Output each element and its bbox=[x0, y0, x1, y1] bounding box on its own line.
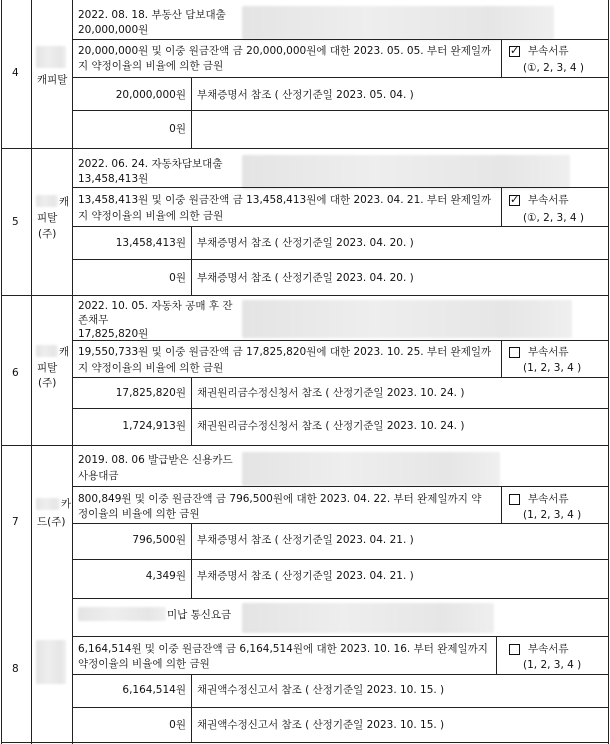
claim-basis-line: 지 약정이율의 비율에 의한 금원 bbox=[78, 210, 224, 222]
attachment-checkbox[interactable] bbox=[509, 644, 520, 655]
entry-number: 6 bbox=[12, 367, 19, 379]
attachment-items: (①, 2, 3, 4 ) bbox=[523, 62, 585, 74]
claim-description: 미납 통신요금 bbox=[167, 609, 232, 621]
cell-divider bbox=[72, 77, 609, 78]
cell-divider bbox=[72, 674, 609, 675]
cell-divider bbox=[72, 559, 609, 560]
claim-description: 2022. 06. 24. 자동차담보대출 bbox=[78, 158, 223, 170]
claim-description: 2019. 08. 06 발급받은 신용카드 bbox=[78, 454, 233, 466]
attachment-label: 부속서류 bbox=[528, 45, 569, 57]
interest-reference: 부채증명서 참조 ( 산정기준일 2023. 04. 21. ) bbox=[197, 570, 414, 582]
creditor-name: 캐피탈 bbox=[37, 74, 68, 86]
claim-basis-line: 약정이율의 비율에 의한 금원 bbox=[78, 658, 210, 670]
claim-basis-line: 20,000,000원 및 이중 원금잔액 금 20,000,000원에 대한 2023. 05. 05. 부터 완제일까 bbox=[78, 45, 492, 57]
attachment-items: (1, 2, 3, 4 ) bbox=[523, 509, 582, 521]
cell-divider bbox=[72, 377, 609, 378]
redacted-text bbox=[78, 607, 166, 621]
creditor-name: 드(주) bbox=[37, 516, 66, 528]
cell-divider bbox=[72, 486, 609, 487]
creditor-name: (주) bbox=[38, 228, 57, 240]
claim-principal: 20,000,000원 bbox=[78, 24, 149, 36]
cell-divider bbox=[72, 187, 609, 188]
cell-divider bbox=[191, 523, 192, 598]
claim-principal: 13,458,413원 bbox=[78, 173, 149, 185]
attachment-label: 부속서류 bbox=[528, 346, 569, 358]
claim-basis-line: 지 약정이율의 비율에 의한 금원 bbox=[78, 362, 224, 374]
entry-number: 4 bbox=[12, 67, 19, 79]
entry-number: 8 bbox=[12, 663, 19, 675]
cell-divider bbox=[496, 636, 497, 674]
attachment-checkbox[interactable] bbox=[509, 46, 520, 57]
redacted-name bbox=[36, 46, 66, 68]
entry-number: 5 bbox=[12, 216, 19, 228]
row-separator bbox=[1, 148, 609, 149]
claim-description: 사용대금 bbox=[78, 470, 119, 482]
principal-amount: 17,825,820원 bbox=[115, 387, 186, 399]
principal-amount: 13,458,413원 bbox=[115, 237, 186, 249]
cell-divider bbox=[72, 523, 609, 524]
cell-divider bbox=[501, 187, 502, 226]
creditor-name: 피탈 bbox=[37, 212, 58, 224]
redacted-name bbox=[36, 498, 60, 510]
redacted-text bbox=[242, 6, 554, 40]
redacted-text bbox=[242, 452, 500, 486]
cell-divider bbox=[191, 226, 192, 295]
attachment-checkbox[interactable] bbox=[509, 347, 520, 358]
principal-reference: 부채증명서 참조 ( 산정기준일 2023. 04. 21. ) bbox=[197, 534, 414, 546]
attachment-label: 부속서류 bbox=[528, 643, 569, 655]
interest-amount: 0원 bbox=[169, 719, 186, 731]
principal-amount: 796,500원 bbox=[132, 534, 186, 546]
interest-amount: 4,349원 bbox=[145, 570, 186, 582]
attachment-checkbox[interactable] bbox=[509, 494, 520, 505]
claim-basis-line: 지 약정이율의 비율에 의한 금원 bbox=[78, 60, 224, 72]
table-bottom-border bbox=[1, 742, 609, 743]
cell-divider bbox=[501, 486, 502, 523]
principal-reference: 부채증명서 참조 ( 산정기준일 2023. 04. 20. ) bbox=[197, 237, 414, 249]
redacted-text bbox=[242, 300, 572, 338]
redacted-name bbox=[36, 345, 58, 357]
attachment-items: (1, 2, 3, 4 ) bbox=[523, 362, 582, 374]
principal-reference: 부채증명서 참조 ( 산정기준일 2023. 05. 04. ) bbox=[197, 89, 414, 101]
claim-description: 존채무 bbox=[78, 314, 109, 326]
row-separator bbox=[1, 295, 609, 296]
claim-description: 2022. 10. 05. 자동차 공매 후 잔 bbox=[78, 300, 233, 312]
cell-divider bbox=[72, 340, 609, 341]
creditor-name: 캐 bbox=[59, 346, 70, 358]
redacted-name bbox=[36, 640, 66, 684]
cell-divider bbox=[191, 377, 192, 445]
cell-divider bbox=[72, 259, 609, 260]
creditor-name: 카 bbox=[61, 498, 72, 510]
cell-divider bbox=[72, 707, 609, 708]
cell-divider bbox=[501, 340, 502, 377]
cell-divider bbox=[72, 408, 609, 409]
table-left-border bbox=[1, 0, 2, 744]
claim-description: 2022. 08. 18. 부동산 담보대출 bbox=[78, 9, 226, 21]
row-separator bbox=[72, 598, 609, 599]
attachment-items: (1, 2, 3, 4 ) bbox=[523, 659, 582, 671]
redacted-text bbox=[242, 603, 494, 633]
interest-amount: 1,724,913원 bbox=[122, 420, 186, 432]
interest-reference: 채권원리금수정신청서 참조 ( 산정기준일 2023. 10. 24. ) bbox=[197, 420, 465, 432]
cell-divider bbox=[501, 39, 502, 77]
cell-divider bbox=[72, 226, 609, 227]
claim-basis-line: 19,550,733원 및 이중 원금잔액 금 17,825,820원에 대한 2023. 10. 25. 부터 완제일까 bbox=[78, 346, 492, 358]
creditor-name: 피탈 bbox=[37, 362, 58, 374]
principal-reference: 채권액수정신고서 참조 ( 산정기준일 2023. 10. 15. ) bbox=[197, 684, 445, 696]
interest-amount: 0원 bbox=[169, 272, 186, 284]
claim-principal: 17,825,820원 bbox=[78, 328, 149, 340]
interest-reference: 부채증명서 참조 ( 산정기준일 2023. 04. 20. ) bbox=[197, 272, 414, 284]
claim-basis-line: 정이율의 비율에 의한 금원 bbox=[78, 508, 200, 520]
attachment-items: (①, 2, 3, 4 ) bbox=[523, 212, 585, 224]
no-column-divider bbox=[31, 0, 32, 744]
creditor-column-divider bbox=[72, 0, 73, 744]
attachment-checkbox[interactable] bbox=[509, 195, 520, 206]
attachment-label: 부속서류 bbox=[528, 493, 569, 505]
cell-divider bbox=[191, 77, 192, 148]
claim-basis-line: 6,164,514원 및 이중 원금잔액 금 6,164,514원에 대한 2023. 10. 16. 부터 완제일까지 bbox=[78, 643, 488, 655]
redacted-name bbox=[36, 195, 58, 207]
principal-amount: 20,000,000원 bbox=[115, 89, 186, 101]
cell-divider bbox=[191, 674, 192, 742]
claim-basis-line: 13,458,413원 및 이중 원금잔액 금 13,458,413원에 대한 2023. 04. 21. 부터 완제일까 bbox=[78, 194, 492, 206]
principal-reference: 채권원리금수정신청서 참조 ( 산정기준일 2023. 10. 24. ) bbox=[197, 387, 465, 399]
attachment-label: 부속서류 bbox=[528, 194, 569, 206]
interest-reference: 채권액수정신고서 참조 ( 산정기준일 2023. 10. 15. ) bbox=[197, 719, 445, 731]
principal-amount: 6,164,514원 bbox=[122, 684, 186, 696]
creditor-name: 캐 bbox=[59, 196, 70, 208]
table-right-border bbox=[608, 0, 609, 744]
creditor-name: (주) bbox=[38, 377, 57, 389]
interest-amount: 0원 bbox=[169, 123, 186, 135]
cell-divider bbox=[72, 39, 609, 40]
entry-number: 7 bbox=[12, 516, 19, 528]
claim-basis-line: 800,849원 및 이중 원금잔액 금 796,500원에 대한 2023. 04. 22. 부터 완제일까지 약 bbox=[78, 493, 482, 505]
row-separator bbox=[1, 445, 609, 446]
cell-divider bbox=[72, 110, 609, 111]
cell-divider bbox=[72, 636, 609, 637]
redacted-text bbox=[242, 155, 570, 189]
